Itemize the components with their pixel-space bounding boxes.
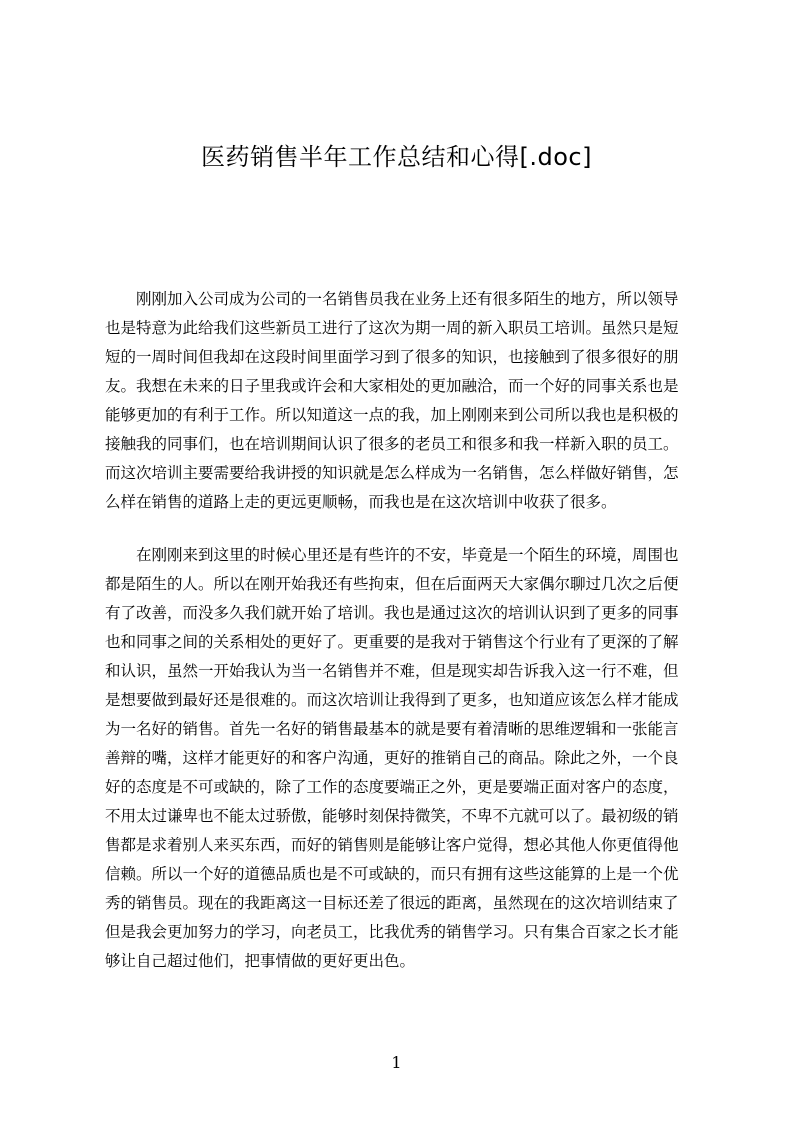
- paragraph-line: 接触我的同事们，也在培训期间认识了很多的老员工和很多和我一样新入职的员工。: [105, 435, 679, 453]
- paragraph-line: 好的态度是不可或缺的，除了工作的态度要端正之外，更是要端正面对客户的态度，: [105, 778, 679, 796]
- paragraph-line: 和认识，虽然一开始我认为当一名销售并不难，但是现实却告诉我入这一行不难，但: [105, 662, 679, 680]
- paragraph-line: 有了改善，而没多久我们就开始了培训。我也是通过这次的培训认识到了更多的同事: [105, 604, 679, 622]
- paragraph-line: 秀的销售员。现在的我距离这一目标还差了很远的距离，虽然现在的这次培训结束了: [105, 894, 679, 912]
- paragraph-line: 不用太过谦卑也不能太过骄傲，能够时刻保持微笑，不卑不亢就可以了。最初级的销: [105, 807, 679, 825]
- paragraph-line: 么样在销售的道路上走的更远更顺畅，而我也是在这次培训中收获了很多。: [105, 493, 617, 511]
- paragraph-line: 是想要做到最好还是很难的。而这次培训让我得到了更多，也知道应该怎么样才能成: [105, 691, 679, 709]
- document-body: [105, 285, 701, 976]
- paragraph-line: 能够更加的有利于工作。所以知道这一点的我，加上刚刚来到公司所以我也是积极的: [105, 406, 679, 424]
- paragraph-line: 为一名好的销售。首先一名好的销售最基本的就是要有着清晰的思维逻辑和一张能言: [105, 720, 679, 738]
- paragraph-line: 都是陌生的人。所以在刚开始我还有些拘束，但在后面两天大家偶尔聊过几次之后便: [105, 575, 679, 593]
- document-title: 医药销售半年工作总结和心得[.doc]: [201, 143, 592, 171]
- paragraph-spacer: [105, 517, 701, 541]
- paragraph-1: [105, 285, 701, 517]
- paragraph-line: 友。我想在未来的日子里我或许会和大家相处的更加融洽，而一个好的同事关系也是: [105, 377, 679, 395]
- paragraph-line: 也是特意为此给我们这些新员工进行了这次为期一周的新入职员工培训。虽然只是短: [105, 319, 679, 337]
- paragraph-line: 在刚刚来到这里的时候心里还是有些许的不安，毕竟是一个陌生的环境，周围也: [105, 546, 679, 564]
- paragraph-line: 也和同事之间的关系相处的更好了。更重要的是我对于销售这个行业有了更深的了解: [105, 633, 679, 651]
- paragraph-line: 而这次培训主要需要给我讲授的知识就是怎么样成为一名销售，怎么样做好销售，怎: [105, 464, 679, 482]
- paragraph-line: 刚刚加入公司成为公司的一名销售员我在业务上还有很多陌生的地方，所以领导: [105, 290, 679, 308]
- paragraph-line: 短的一周时间但我却在这段时间里面学习到了很多的知识，也接触到了很多很好的朋: [105, 348, 679, 366]
- paragraph-line: 信赖。所以一个好的道德品质也是不可或缺的，而只有拥有这些这能算的上是一个优: [105, 865, 679, 883]
- paragraph-line: 售都是求着别人来买东西，而好的销售则是能够让客户觉得，想必其他人你更值得他: [105, 836, 679, 854]
- paragraph-line: 善辩的嘴，这样才能更好的和客户沟通，更好的推销自己的商品。除此之外，一个良: [105, 749, 679, 767]
- page-number: 1: [391, 1053, 402, 1072]
- paragraph-line: 但是我会更加努力的学习，向老员工，比我优秀的销售学习。只有集合百家之长才能: [105, 923, 679, 941]
- paragraph-2: [105, 541, 701, 976]
- paragraph-line: 够让自己超过他们，把事情做的更好更出色。: [105, 952, 416, 970]
